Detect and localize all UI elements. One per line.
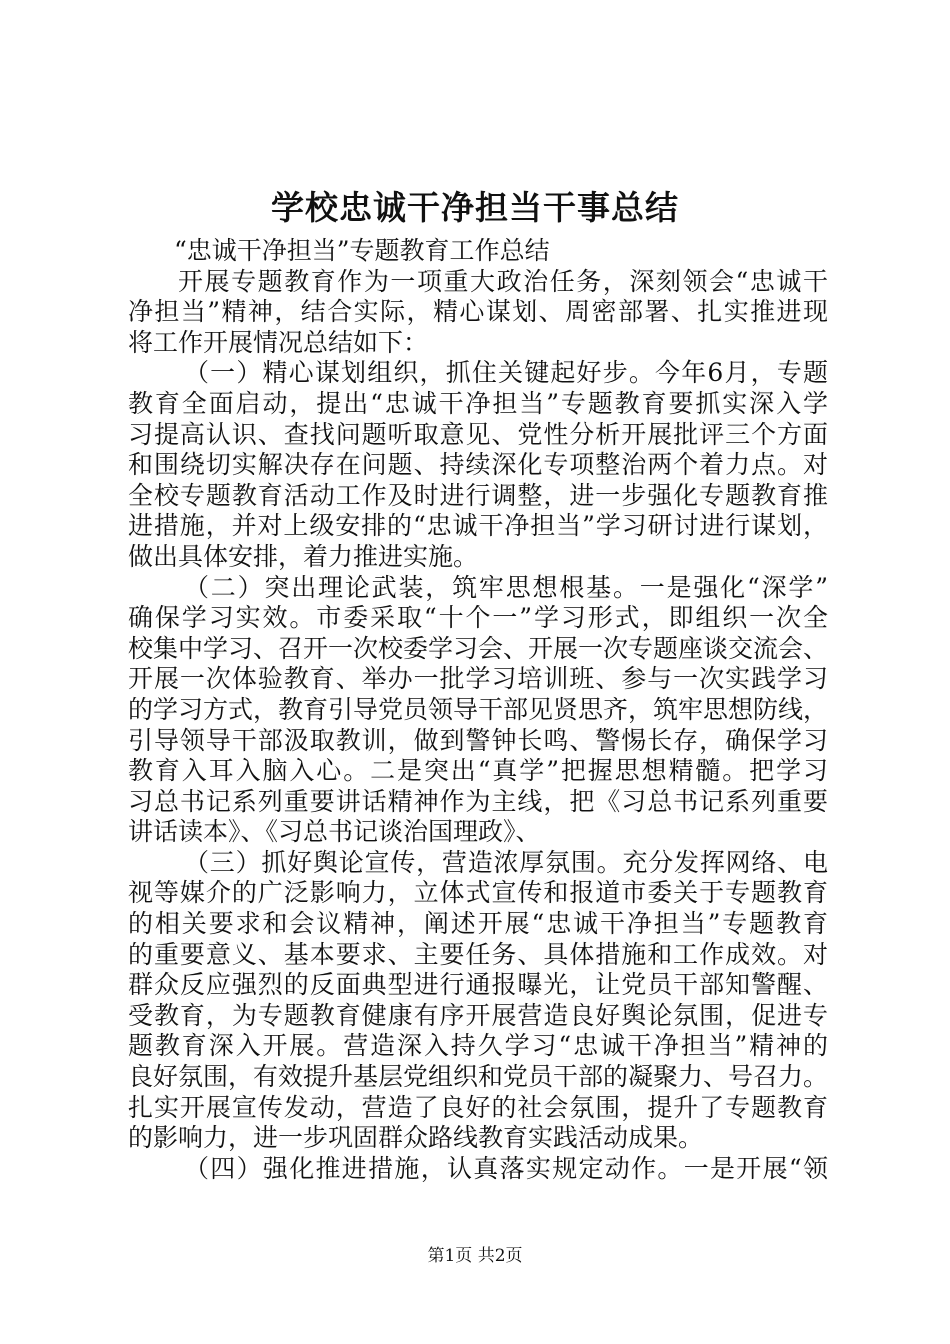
body-line: 良好氛围，有效提升基层党组织和党员干部的凝聚力、号召力。 (128, 1062, 829, 1092)
body-line: 教育全面启动，提出“忠诚干净担当”专题教育要抓实深入学 (128, 388, 828, 418)
page-footer: 第1页 共2页 (427, 1246, 523, 1266)
body-line: 教育入耳入脑入心。二是突出“真学”把握思想精髓。把学习 (128, 756, 828, 786)
body-line: 确保学习实效。市委采取“十个一”学习形式，即组织一次全 (128, 603, 828, 633)
body-line: 的学习方式，教育引导党员领导干部见贤思齐，筑牢思想防线， (128, 694, 829, 724)
body-line: 视等媒介的广泛影响力，立体式宣传和报道市委关于专题教育 (128, 878, 828, 908)
body-line: 讲话读本》、《习总书记谈治国理政》、 (128, 817, 541, 847)
body-line: （四）强化推进措施，认真落实规定动作。一是开展“领 (184, 1153, 828, 1183)
body-line: 的相关要求和会议精神，阐述开展“忠诚干净担当”专题教育 (128, 909, 828, 939)
body-line: 扎实开展宣传发动，营造了良好的社会氛围，提升了专题教育 (128, 1092, 828, 1122)
subtitle-line: “忠诚干净担当”专题教育工作总结 (174, 236, 550, 265)
body-line: 题教育深入开展。营造深入持久学习“忠诚干净担当”精神的 (128, 1031, 828, 1061)
body-line: 引导领导干部汲取教训，做到警钟长鸣、警惕长存，确保学习 (128, 725, 828, 755)
body-line: 开展一次体验教育、举办一批学习培训班、参与一次实践学习 (128, 664, 828, 694)
body-line: （一）精心谋划组织，抓住关键起好步。今年6月，专题 (184, 358, 828, 388)
body-line: 群众反应强烈的反面典型进行通报曝光，让党员干部知警醒、 (128, 970, 828, 1000)
body-line: （三）抓好舆论宣传，营造浓厚氛围。充分发挥网络、电 (184, 847, 828, 877)
body-line: 受教育，为专题教育健康有序开展营造良好舆论氛围，促进专 (128, 1000, 828, 1030)
body-line: 将工作开展情况总结如下： (128, 327, 429, 357)
body-line: 习总书记系列重要讲话精神作为主线，把《习总书记系列重要 (128, 786, 828, 816)
document-body (128, 236, 828, 1184)
document-title: 学校忠诚干净担当干事总结 (271, 188, 679, 227)
body-line: 开展专题教育作为一项重大政治任务，深刻领会“忠诚干 (178, 266, 828, 296)
body-line: 习提高认识、查找问题听取意见、党性分析开展批评三个方面 (128, 419, 828, 449)
body-line: （二）突出理论武装，筑牢思想根基。一是强化“深学” (184, 572, 828, 602)
body-line: 进措施，并对上级安排的“忠诚干净担当”学习研讨进行谋划， (128, 511, 828, 541)
body-line: 校集中学习、召开一次校委学习会、开展一次专题座谈交流会、 (128, 633, 829, 663)
body-line: 全校专题教育活动工作及时进行调整，进一步强化专题教育推 (128, 480, 828, 510)
body-line: 净担当”精神，结合实际，精心谋划、周密部署、扎实推进现 (128, 297, 828, 327)
body-line: 的重要意义、基本要求、主要任务、具体措施和工作成效。对 (128, 939, 828, 969)
body-line: 做出具体安排，着力推进实施。 (128, 541, 479, 571)
body-line: 的影响力，进一步巩固群众路线教育实践活动成果。 (128, 1123, 704, 1153)
body-line: 和围绕切实解决存在问题、持续深化专项整治两个着力点。对 (128, 450, 828, 480)
